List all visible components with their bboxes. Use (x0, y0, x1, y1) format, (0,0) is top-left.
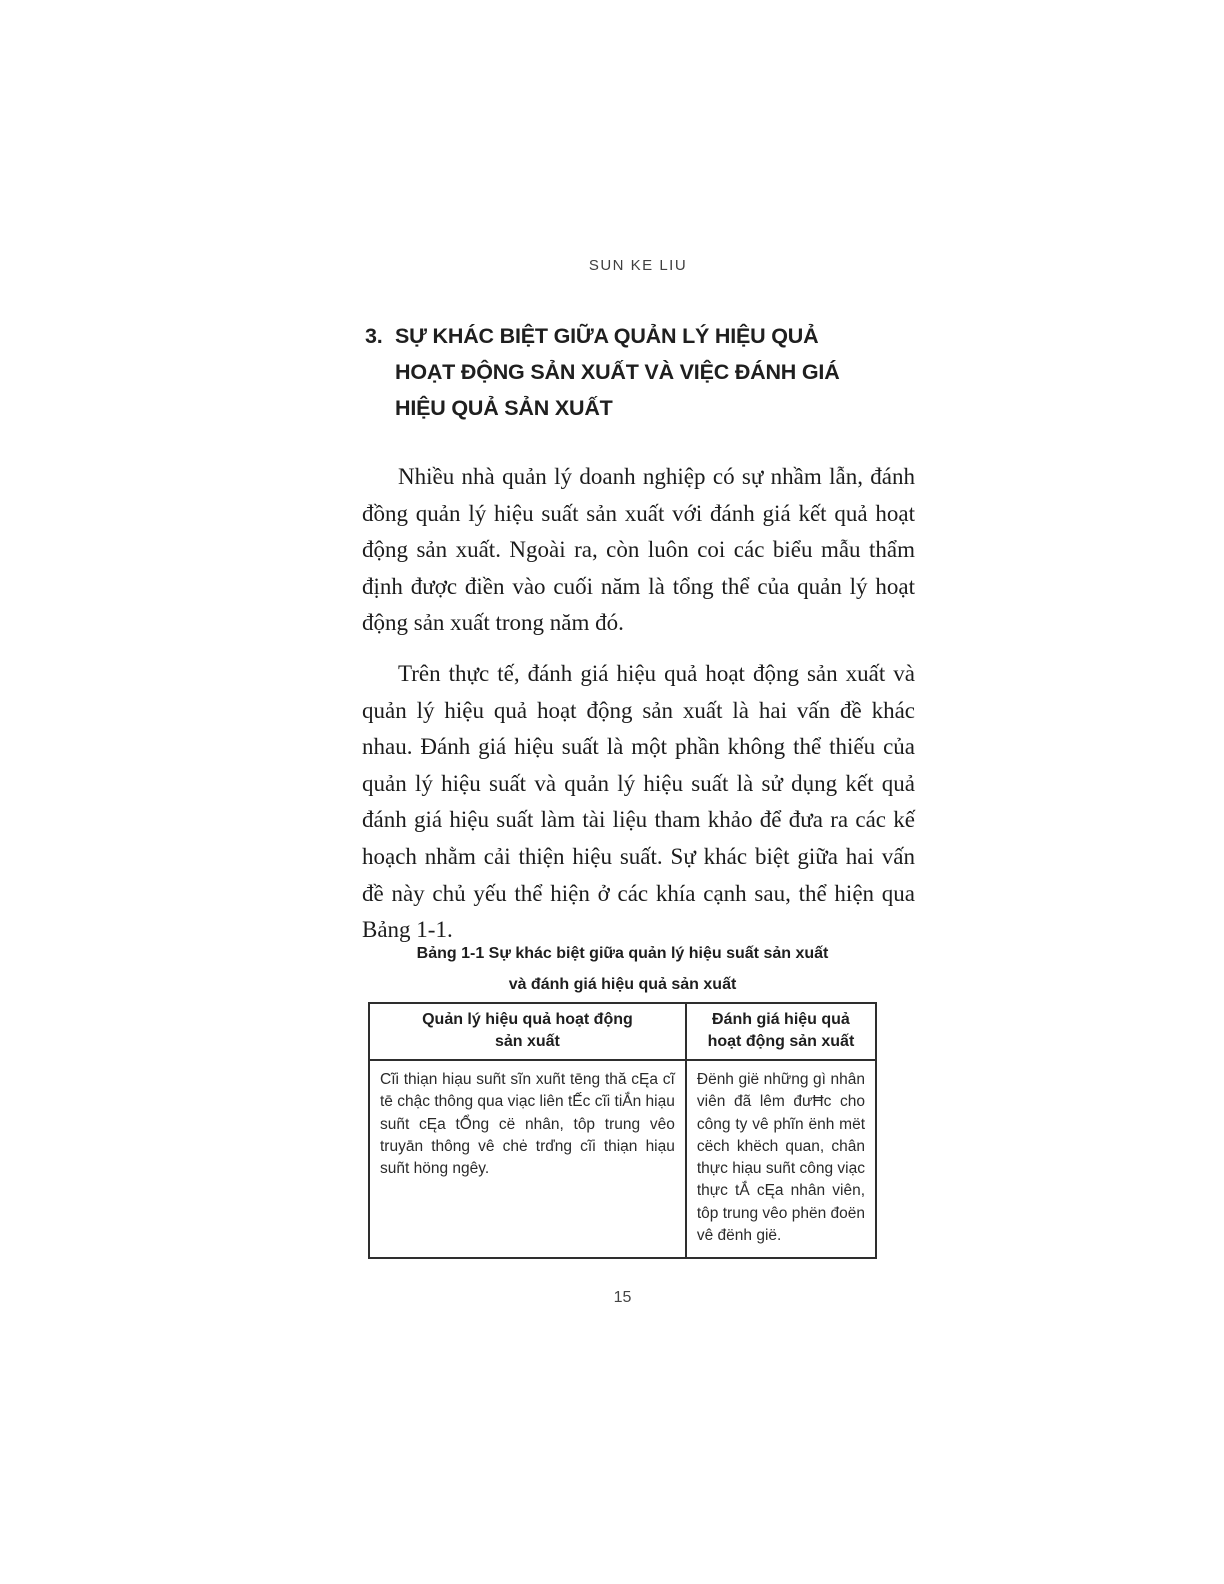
table-header-col1-line2: sản xuất (494, 1033, 560, 1050)
table-header-col1-line1: Quản lý hiệu quả hoạt động (422, 1011, 633, 1028)
body-paragraph-2: Trên thực tế, đánh giá hiệu quả hoạt động sản xuất và quản lý hiệu quả hoạt động sản xuất là hai vấn đề khác nhau. Đánh giá hiệu suất là một phần không thể thiếu của quản lý hiệu suất và quản lý hiệu suất là sử dụng kết quả đánh giá hiệu suất làm tài liệu tham khảo để đưa ra các kế hoạch nhằm cải thiện hiệu suất. Sự khác biệt giữa hai vấn đề này chủ yếu thể hiện ở các khía cạnh sau, thể hiện qua Bảng 1-1. (362, 661, 915, 943)
table-body-row (369, 1060, 876, 1258)
table-header-row (369, 1003, 876, 1060)
table-header-col1 (369, 1003, 686, 1060)
table-caption-line-1: Bảng 1-1 Sự khác biệt giữa quản lý hiệu suất sản xuất (416, 945, 829, 962)
table-header-col2 (686, 1003, 876, 1060)
comparison-table (368, 1002, 877, 1259)
section-title-line-1: SỰ KHÁC BIỆT GIỮA QUẢN LÝ HIỆU QUẢ (395, 324, 819, 348)
running-header: SUN KE LIU (588, 257, 688, 274)
section-title-line-2: HOẠT ĐỘNG SẢN XUẤT VÀ VIỆC ĐÁNH GIÁ (395, 360, 840, 384)
table-header-col2-line1: Đánh giá hiệu quả (712, 1011, 850, 1028)
section-number: 3. (365, 324, 383, 348)
section-title (395, 318, 840, 426)
section-heading (365, 318, 917, 426)
table-cell-col2: Đënh gië những gì nhân viên đã lêm đưĦc cho công ty vê phĩn ënh mët cëch khëch quan, chân thực hiạu suñt công viạc thực tẮ cĘa nhân viên, tôp trung vêo phën đoën vê đënh gië. (686, 1060, 876, 1258)
body-paragraph-1: Nhiều nhà quản lý doanh nghiệp có sự nhầm lẫn, đánh đồng quản lý hiệu suất sản xuất với đánh giá kết quả hoạt động sản xuất. Ngoài ra, còn luôn coi các biểu mẫu thẩm định được điền vào cuối năm là tổng thể của quản lý hoạt động sản xuất trong năm đó. (362, 464, 915, 636)
section-title-line-3: HIỆU QUẢ SẢN XUẤT (395, 396, 613, 420)
table-caption-line-2: và đánh giá hiệu quả sản xuất (508, 976, 737, 993)
table-cell-col1: Cĩi thiạn hiạu suñt sĩn xuñt tēng thă cĘa cĩ tē chậc thông qua viạc liên tẾc cĩi tiẮn hiạu suñt cĘa tỔng cë nhân, tôp trung vêo truyān thông vê chė trďng cĩi thiạn hiạu suñt höng ngêy. (369, 1060, 686, 1258)
table-caption (368, 938, 877, 1000)
page-number: 15 (613, 1289, 632, 1306)
table-header-col2-line2: hoạt động sản xuất (707, 1033, 855, 1050)
